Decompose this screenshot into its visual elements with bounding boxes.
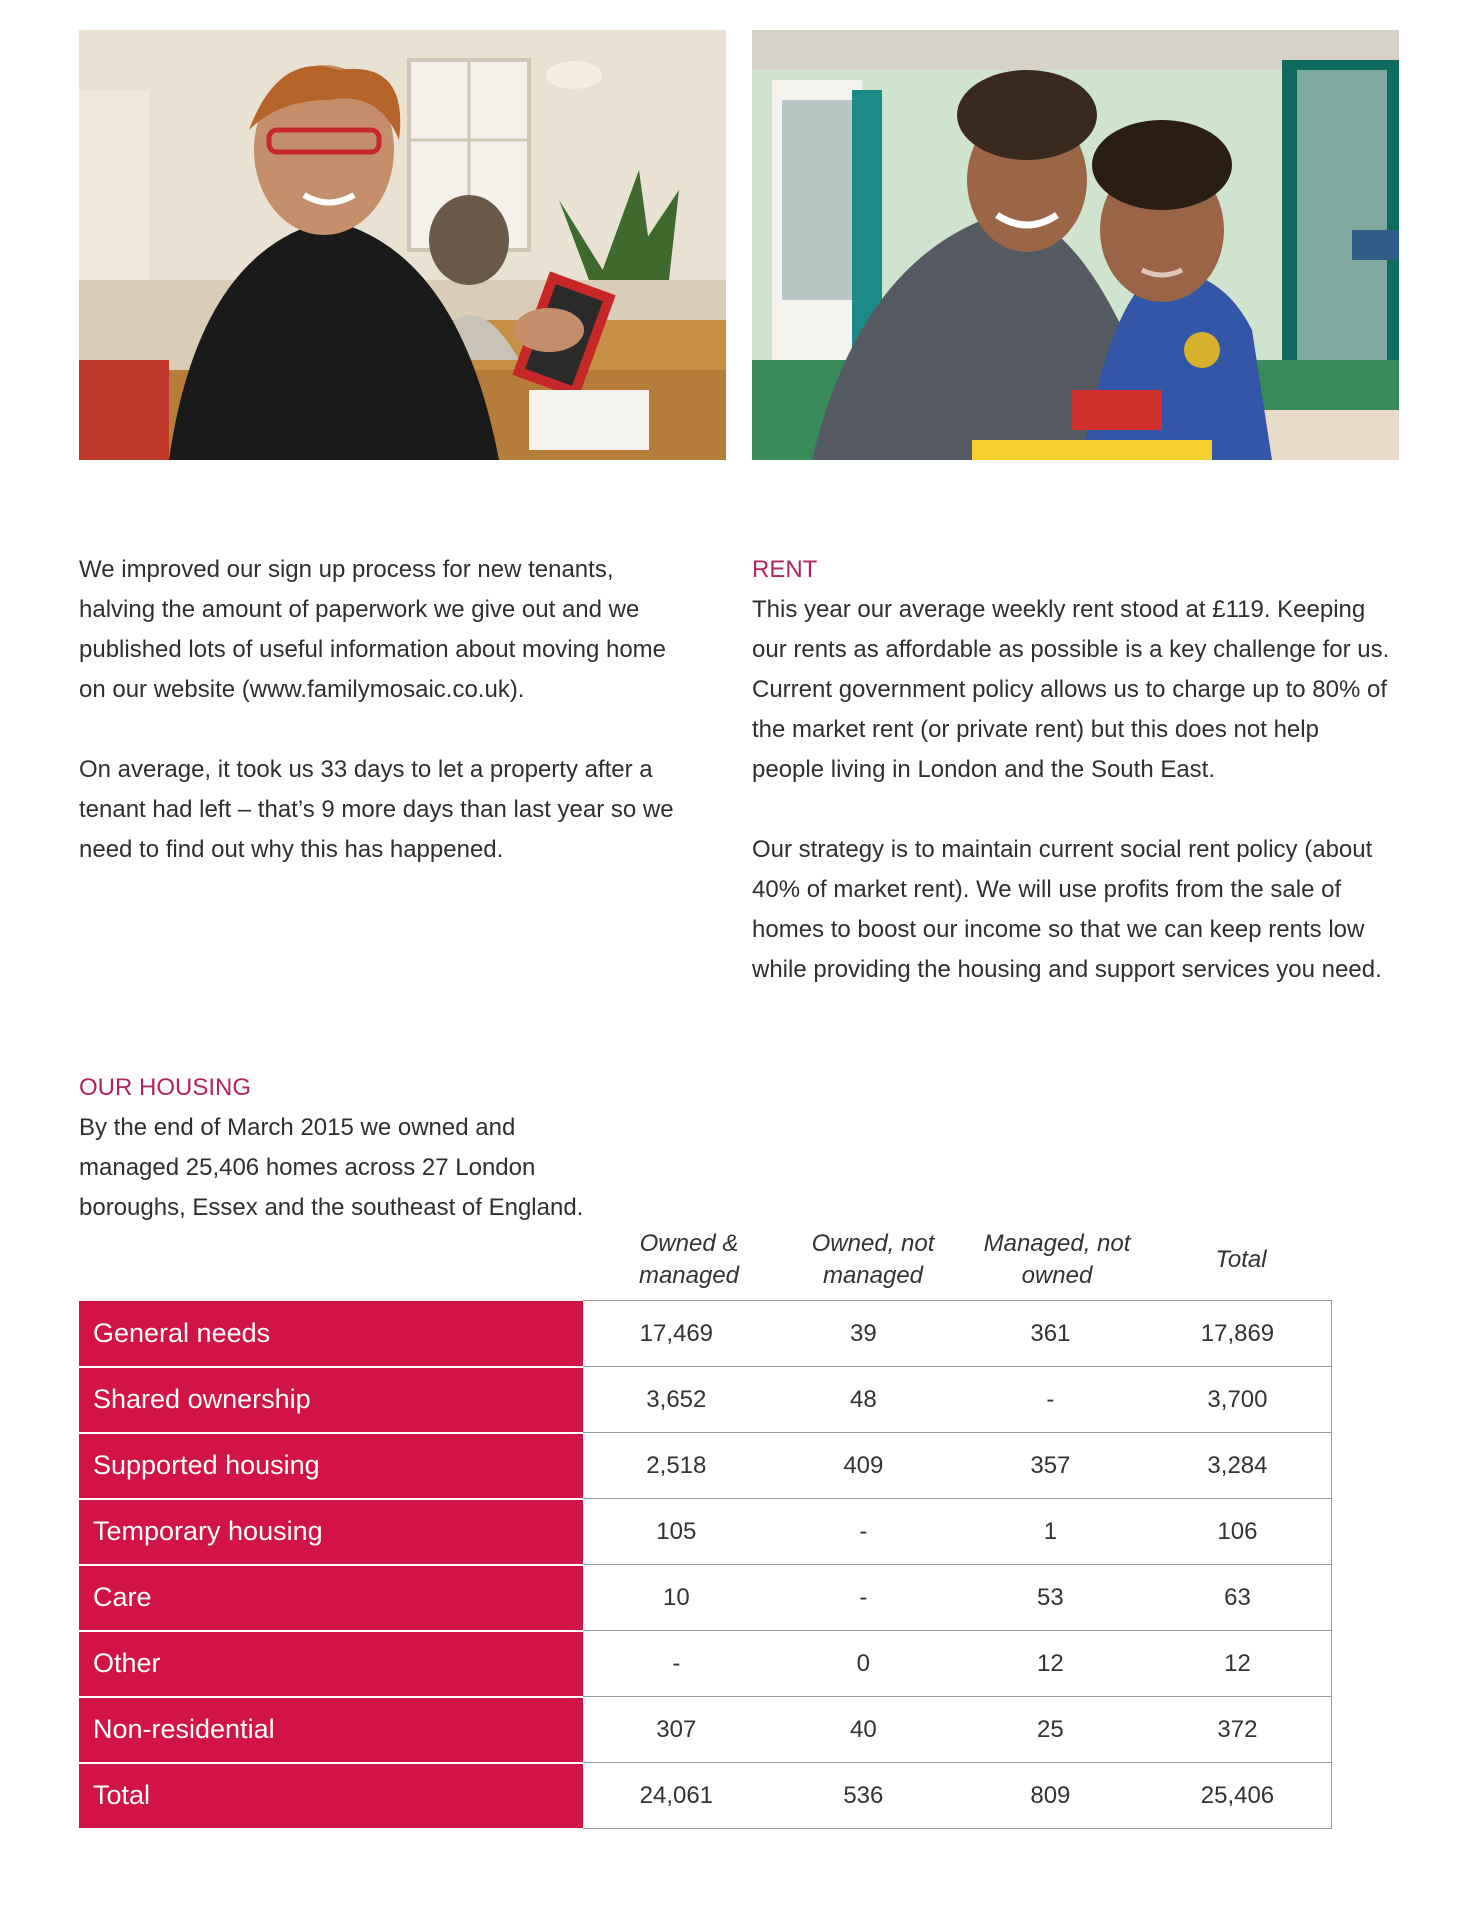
table-cell: 48: [770, 1367, 957, 1433]
rent-heading: RENT: [752, 556, 818, 583]
table-row: [79, 1631, 1332, 1697]
table-cell: 0: [770, 1631, 957, 1697]
table-cell: -: [957, 1367, 1144, 1433]
row-label: General needs: [79, 1301, 583, 1367]
table-cell: 53: [957, 1565, 1144, 1631]
table-cell: 25,406: [1144, 1763, 1332, 1829]
table-row: [79, 1301, 1332, 1367]
table-cell: 12: [957, 1631, 1144, 1697]
housing-data-table: [79, 1300, 1332, 1830]
table-cell: 372: [1144, 1697, 1332, 1763]
table-cell: 307: [583, 1697, 770, 1763]
column-header: Owned, not managed: [811, 1230, 935, 1289]
table-cell: 24,061: [583, 1763, 770, 1829]
table-cell: -: [583, 1631, 770, 1697]
table-cell: 40: [770, 1697, 957, 1763]
table-row: [79, 1763, 1332, 1829]
column-header: Total: [1215, 1246, 1267, 1273]
table-cell: 63: [1144, 1565, 1332, 1631]
table-header: [79, 1220, 1332, 1300]
table-cell: 2,518: [583, 1433, 770, 1499]
table-cell: 17,869: [1144, 1301, 1332, 1367]
housing-section: [79, 1068, 599, 1228]
row-label: Care: [79, 1565, 583, 1631]
row-label: Total: [79, 1763, 583, 1829]
table-cell: -: [770, 1499, 957, 1565]
table-cell: 1: [957, 1499, 1144, 1565]
housing-intro: By the end of March 2015 we owned and managed 25,406 homes across 27 London boroughs, Essex and the southeast of England.: [79, 1114, 584, 1221]
table-row: [79, 1565, 1332, 1631]
photo-woman-using-tablet: [79, 30, 726, 460]
table-cell: 17,469: [583, 1301, 770, 1367]
row-label: Temporary housing: [79, 1499, 583, 1565]
table-row: [79, 1499, 1332, 1565]
signup-paragraph: We improved our sign up process for new tenants, halving the amount of paperwork we give out and we published lots of useful information about moving home on our website (www.familymosaic.co.uk).: [79, 556, 667, 703]
column-header: Managed, not owned: [983, 1230, 1131, 1289]
table-cell: 39: [770, 1301, 957, 1367]
table-cell: 536: [770, 1763, 957, 1829]
table-row: [79, 1367, 1332, 1433]
table-cell: -: [770, 1565, 957, 1631]
table-cell: 10: [583, 1565, 770, 1631]
table-cell: 105: [583, 1499, 770, 1565]
row-label: Other: [79, 1631, 583, 1697]
let-property-paragraph: On average, it took us 33 days to let a property after a tenant had left – that’s 9 more days than last year so we need to find out why this has happened.: [79, 756, 674, 863]
row-label: Shared ownership: [79, 1367, 583, 1433]
housing-table: [79, 1220, 1332, 1830]
table-cell: 3,700: [1144, 1367, 1332, 1433]
rent-section: [752, 550, 1392, 1030]
table-cell: 12: [1144, 1631, 1332, 1697]
housing-heading: OUR HOUSING: [79, 1074, 252, 1101]
table-row: [79, 1697, 1332, 1763]
column-header: Owned & managed: [638, 1230, 740, 1289]
rent-paragraph-1: This year our average weekly rent stood at £119. Keeping our rents as affordable as possible is a key challenge for us. Current government policy allows us to charge up to 80% of the market rent (or private rent) but this does not help people living in London and the South East.: [752, 596, 1390, 783]
table-cell: 3,284: [1144, 1433, 1332, 1499]
table-cell: 809: [957, 1763, 1144, 1829]
table-cell: 409: [770, 1433, 957, 1499]
row-label: Supported housing: [79, 1433, 583, 1499]
table-cell: 357: [957, 1433, 1144, 1499]
rent-paragraph-2: Our strategy is to maintain current social rent policy (about 40% of market rent). We will use profits from the sale of homes to boost our income so that we can keep rents low while providing the housing and support services you need.: [752, 836, 1382, 983]
table-row: [79, 1433, 1332, 1499]
table-cell: 3,652: [583, 1367, 770, 1433]
row-label: Non-residential: [79, 1697, 583, 1763]
table-cell: 106: [1144, 1499, 1332, 1565]
table-cell: 25: [957, 1697, 1144, 1763]
left-text-column: [79, 550, 679, 910]
photo-mother-and-child: [752, 30, 1399, 460]
table-cell: 361: [957, 1301, 1144, 1367]
